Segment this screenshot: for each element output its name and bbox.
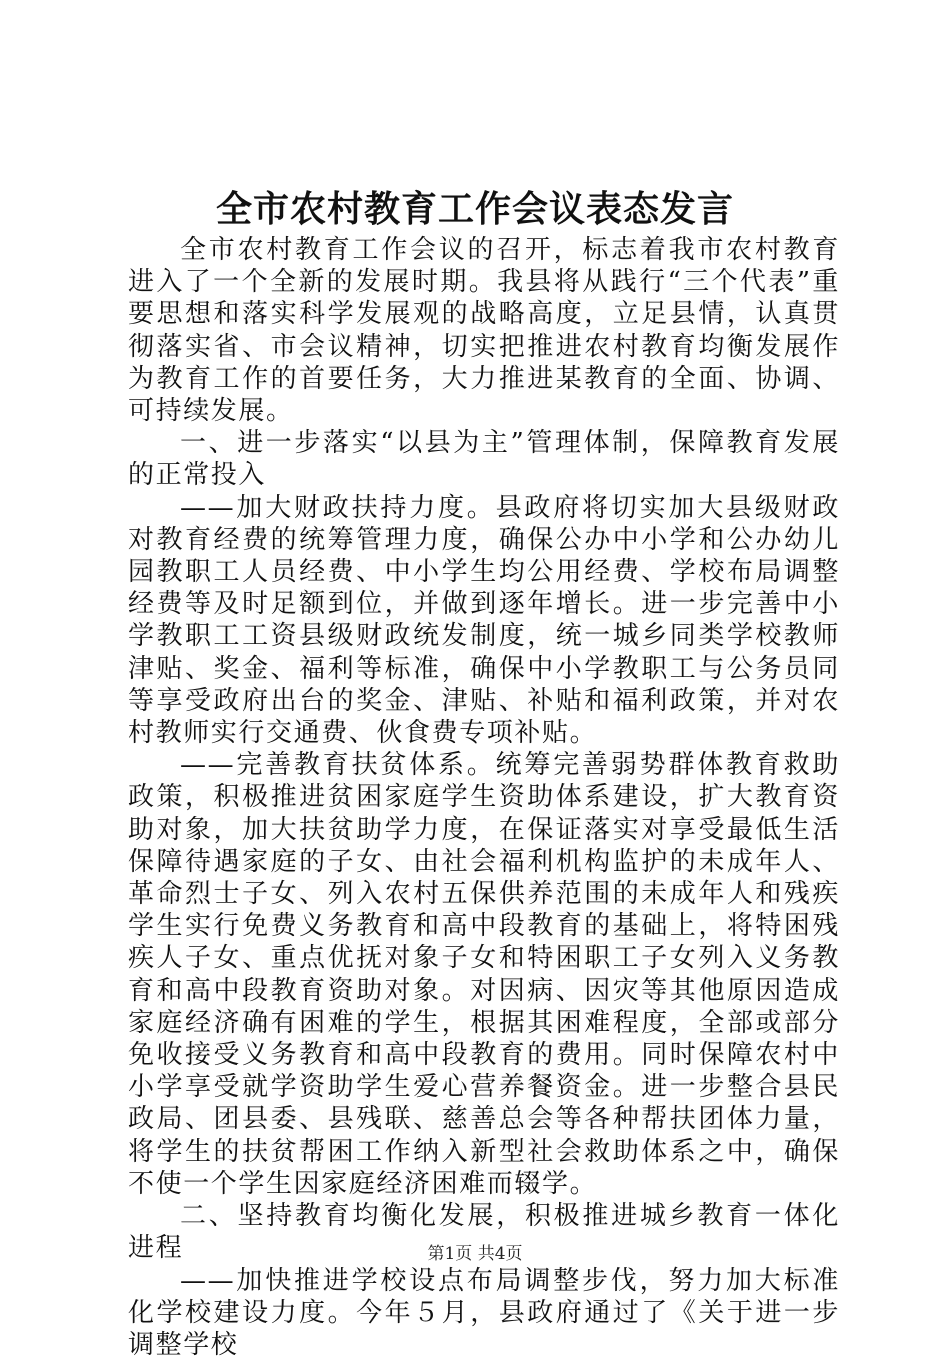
document-title: 全市农村教育工作会议表态发言	[0, 183, 950, 235]
paragraph-finance-support: ——加大财政扶持力度。县政府将切实加大县级财政对教育经费的统筹管理力度，确保公办中小学和公办幼儿园教职工人员经费、中小学生均公用经费、学校布局调整经费等及时足额到位，并做到逐年增长。进一步完善中小学教职工工资县级财政统发制度，统一城乡同类学校教师津贴、奖金、福利等标准，确保中小学教职工与公务员同等享受政府出台的奖金、津贴、补贴和福利政策，并对农村教师实行交通费、伙食费专项补贴。	[128, 492, 840, 750]
section-heading-1: 一、进一步落实“以县为主”管理体制，保障教育发展的正常投入	[128, 427, 840, 491]
paragraph-poverty-aid: ——完善教育扶贫体系。统筹完善弱势群体教育救助政策，积极推进贫困家庭学生资助体系建设，扩大教育资助对象，加大扶贫助学力度，在保证落实对享受最低生活保障待遇家庭的子女、由社会福利机构监护的未成年人、革命烈士子女、列入农村五保供养范围的未成年人和残疾学生实行免费义务教育和高中段教育的基础上，将特困残疾人子女、重点优抚对象子女和特困职工子女列入义务教育和高中段教育资助对象。对因病、因灾等其他原因造成家庭经济确有困难的学生，根据其困难程度，全部或部分免收接受义务教育和高中段教育的费用。同时保障农村中小学享受就学资助学生爱心营养餐资金。进一步整合县民政局、团县委、县残联、慈善总会等各种帮扶团体力量，将学生的扶贫帮困工作纳入新型社会救助体系之中，确保不使一个学生因家庭经济困难而辍学。	[128, 749, 840, 1200]
section-heading-2: 二、坚持教育均衡化发展，积极推进城乡教育一体化进程	[128, 1200, 840, 1264]
document-body	[128, 234, 840, 1361]
paragraph-school-layout: ——加快推进学校设点布局调整步伐，努力加大标准化学校建设力度。今年５月，县政府通过了《关于进一步调整学校	[128, 1265, 840, 1361]
page-footer: 第1页 共4页	[0, 1242, 950, 1266]
paragraph-intro: 全市农村教育工作会议的召开，标志着我市农村教育进入了一个全新的发展时期。我县将从践行“三个代表”重要思想和落实科学发展观的战略高度，立足县情，认真贯彻落实省、市会议精神，切实把推进农村教育均衡发展作为教育工作的首要任务，大力推进某教育的全面、协调、可持续发展。	[128, 234, 840, 427]
